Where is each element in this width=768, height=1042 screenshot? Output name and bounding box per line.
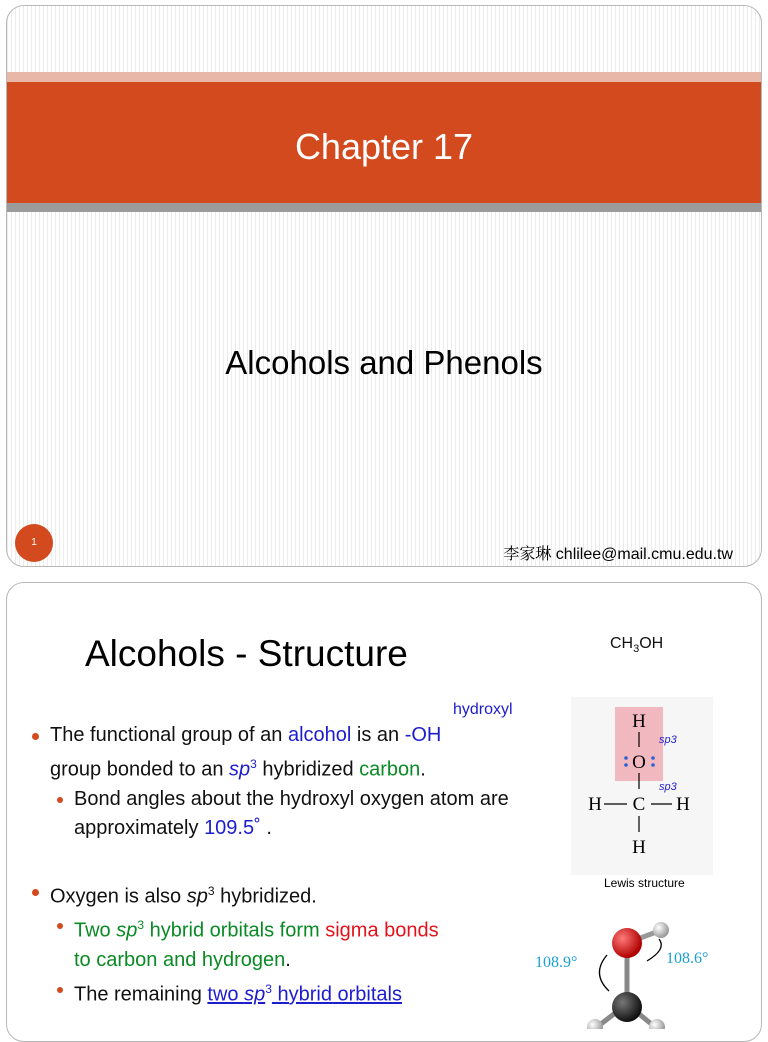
author-contact: 李家琳 chlilee@mail.cmu.edu.tw xyxy=(503,546,733,563)
bullet-oxygen-hybridization: Oxygen is also $sp^3$ hybridized. xyxy=(29,877,529,912)
lewis-caption: Lewis structure xyxy=(604,876,685,890)
sp3-label-oxygen: sp3 xyxy=(659,734,677,746)
title-band-top xyxy=(7,72,761,82)
bullet-dot xyxy=(32,889,39,896)
content-slide xyxy=(6,582,762,1042)
atom-h-right: H xyxy=(676,794,690,815)
bullet-remaining-orbitals: The remaining two $sp^3$ hybrid orbitals xyxy=(29,975,529,1010)
atom-h-bottom: H xyxy=(632,837,646,858)
angle-label-och: 108.9° xyxy=(535,954,578,971)
atom-o: O xyxy=(632,752,646,773)
hydroxyl-label: hydroxyl xyxy=(453,701,513,718)
bullet-dot xyxy=(57,987,63,993)
atom-c: C xyxy=(632,794,646,815)
angle-label-hoc: 108.6° xyxy=(666,950,709,967)
slide-subtitle: Alcohols and Phenols xyxy=(225,344,543,381)
sp3-label-carbon: sp3 xyxy=(659,781,677,793)
title-slide xyxy=(6,5,762,567)
bullet-list xyxy=(29,721,529,1010)
ball-and-stick-model xyxy=(527,919,757,1029)
bullet-bond-angles: Bond angles about the hydroxyl oxygen atom are approximately 109.5˚ . xyxy=(29,785,529,843)
bullet-functional-group: The functional group of an alcohol is an -OH group bonded to an $sp^3$ hybridized carbon. xyxy=(29,721,529,785)
bullet-dot xyxy=(57,797,63,803)
atom-h-left: H xyxy=(588,794,602,815)
hydrogen-atom xyxy=(653,922,669,938)
oxygen-atom xyxy=(612,928,642,958)
carbon-atom xyxy=(612,992,642,1022)
methanol-formula: $CH_3OH$ xyxy=(610,635,664,656)
lewis-structure-diagram xyxy=(571,697,713,875)
chapter-title: Chapter 17 xyxy=(294,126,474,167)
title-band-bottom xyxy=(7,203,761,212)
bullet-sigma-bonds: Two $sp^3$ hybrid orbitals form sigma bonds to carbon and hydrogen. xyxy=(29,911,529,975)
bullet-dot xyxy=(57,923,63,929)
slide-number-badge: 1 xyxy=(15,524,53,562)
bullet-dot xyxy=(32,733,39,740)
slide-title: Alcohols - Structure xyxy=(85,633,408,674)
atom-h-top: H xyxy=(632,711,646,732)
